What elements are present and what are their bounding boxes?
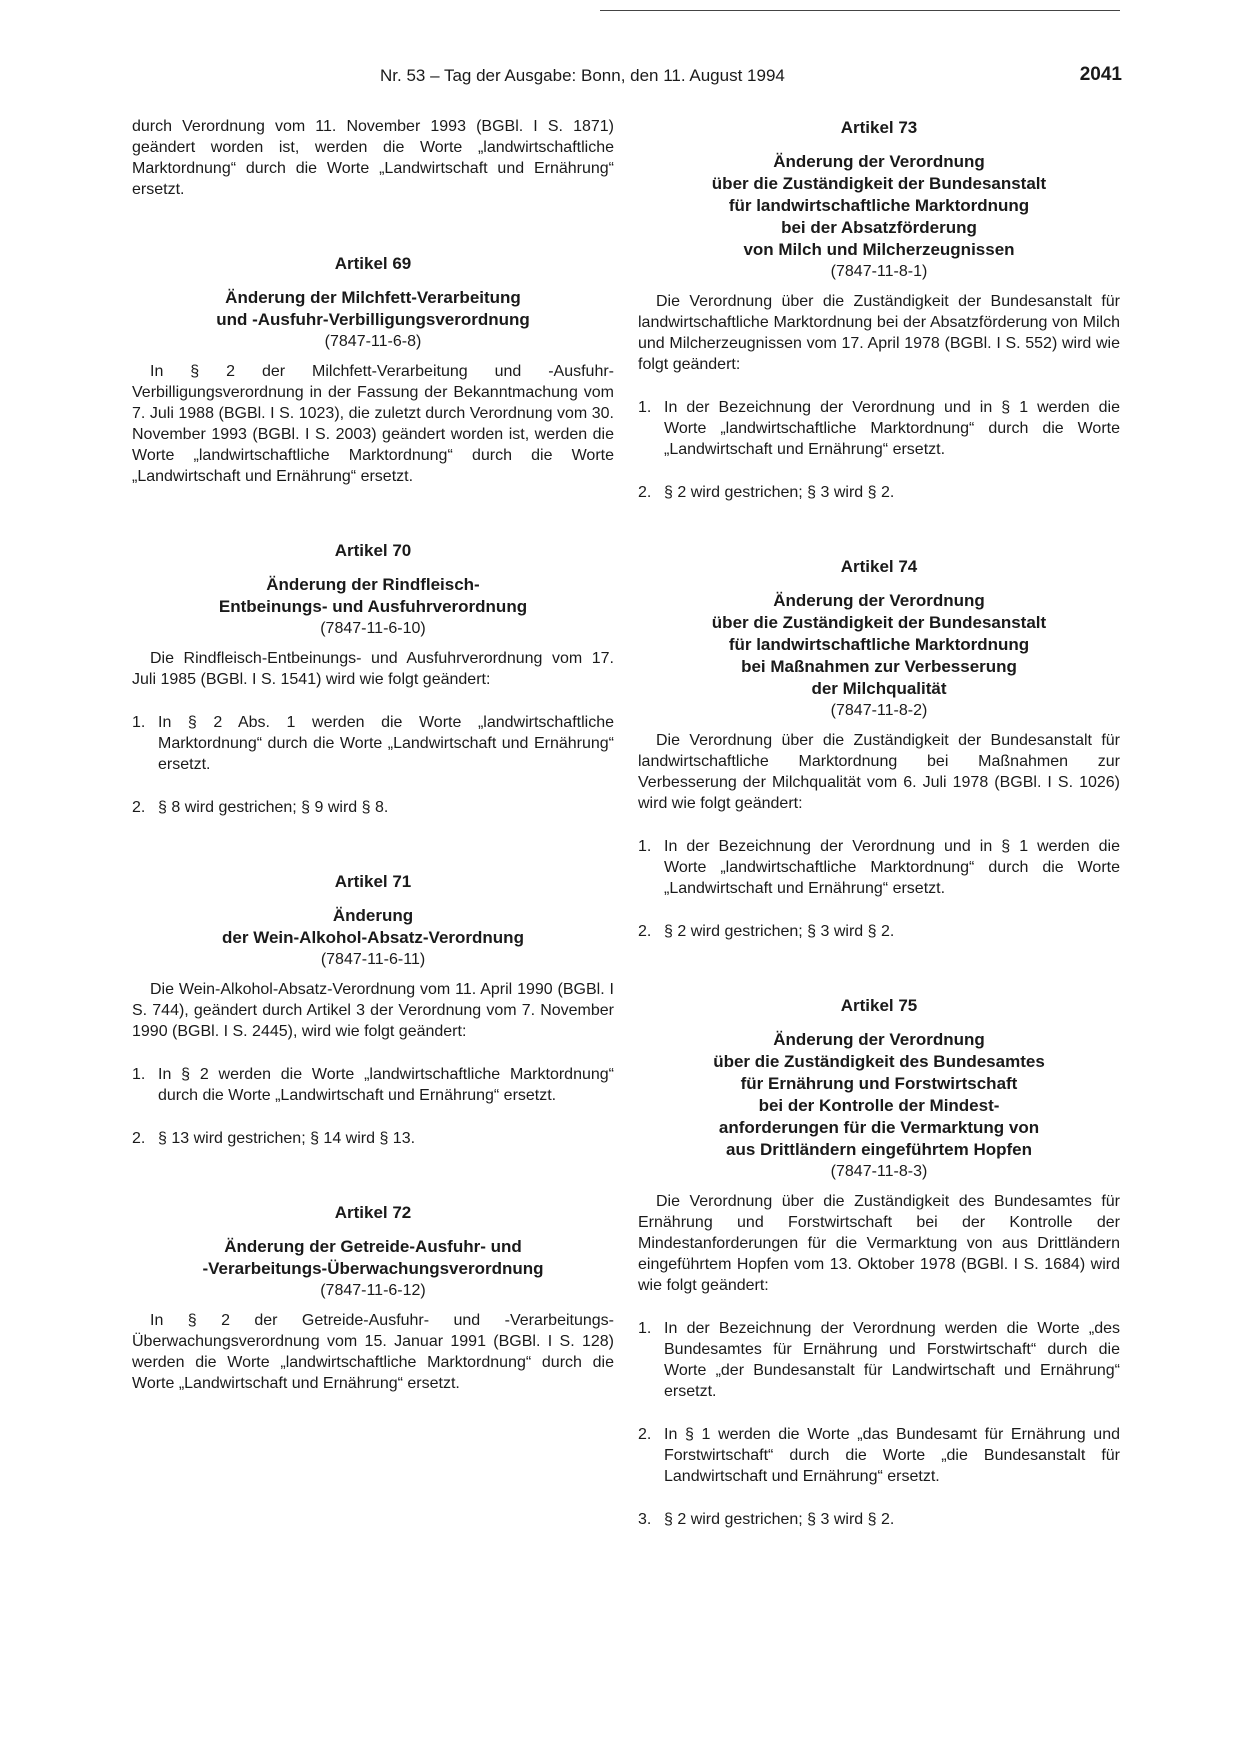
- left-column: [132, 116, 614, 1394]
- article-item-list: [638, 1318, 1120, 1530]
- item-number: 2.: [132, 1130, 146, 1147]
- article-body: Die Verordnung über die Zuständigkeit des Bundesamtes für Ernährung und Forstwirtschaft bei der Kontrolle der Mindestanforderungen für die Vermarktung von aus Drittländern eingeführtem Hopfen vom 13. Oktober 1978 (BGBl. I S. 1684) wird wie folgt geändert:: [638, 1193, 1120, 1294]
- article-body: Die Rindfleisch-Entbeinungs- und Ausfuhrverordnung vom 17. Juli 1985 (BGBl. I S. 1541) wird wie folgt geändert:: [132, 650, 614, 688]
- article-title-line: der Milchqualität: [811, 679, 947, 698]
- article-code: (7847-11-8-3): [830, 1163, 928, 1180]
- item-text: § 13 wird gestrichen; § 14 wird § 13.: [158, 1130, 416, 1147]
- list-item: [638, 1318, 1120, 1402]
- item-text: In § 2 werden die Worte „landwirtschaftliche Marktordnung“ durch die Worte „Landwirtschaft und Ernährung“ ersetzt.: [158, 1066, 614, 1104]
- article-75: [638, 994, 1120, 1530]
- intro-paragraph: durch Verordnung vom 11. November 1993 (BGBl. I S. 1871) geändert worden ist, werden die Worte „landwirtschaftliche Marktordnung“ durch die Worte „Landwirtschaft und Ernährung“ ersetzt.: [132, 118, 614, 198]
- article-title-line: anforderungen für die Vermarktung von: [718, 1118, 1040, 1137]
- list-item: [638, 482, 1120, 503]
- article-73: [638, 116, 1120, 503]
- article-70: [132, 539, 614, 818]
- item-text: In der Bezeichnung der Verordnung und in § 1 werden die Worte „landwirtschaftliche Marktordnung“ durch die Worte „Landwirtschaft und Ernährung“ ersetzt.: [664, 838, 1120, 897]
- article-heading: Artikel 73: [840, 118, 918, 137]
- article-item-list: [638, 397, 1120, 503]
- item-number: 2.: [638, 1426, 652, 1443]
- list-item: [638, 397, 1120, 460]
- article-title-line: Änderung: [332, 906, 414, 925]
- article-title-line: über die Zuständigkeit der Bundesanstalt: [711, 613, 1047, 632]
- article-code: (7847-11-8-1): [830, 263, 928, 280]
- article-code: (7847-11-6-8): [324, 333, 422, 350]
- item-number: 2.: [638, 923, 652, 940]
- article-body: In § 2 der Milchfett-Verarbeitung und -Ausfuhr-Verbilligungsverordnung in der Fassung der Bekanntmachung vom 7. Juli 1988 (BGBl. I S. 1023), die zuletzt durch Verordnung vom 30. November 1993 (BGBl. I S. 2003) geändert worden ist, werden die Worte „landwirtschaftliche Marktordnung“ durch die Worte „Landwirtschaft und Ernährung“ ersetzt.: [132, 363, 614, 485]
- article-title-line: Änderung der Getreide-Ausfuhr- und: [224, 1237, 522, 1256]
- article-title-line: Änderung der Verordnung: [773, 591, 985, 610]
- article-title-line: für landwirtschaftliche Marktordnung: [728, 196, 1030, 215]
- article-title-line: und -Ausfuhr-Verbilligungsverordnung: [216, 310, 530, 329]
- article-title-line: bei der Absatzförderung: [781, 218, 977, 237]
- article-title-line: -Verarbeitungs-Überwachungsverordnung: [202, 1259, 544, 1278]
- article-heading: Artikel 71: [334, 872, 412, 891]
- item-text: In der Bezeichnung der Verordnung werden die Worte „des Bundesamtes für Ernährung und Forstwirtschaft“ durch die Worte „der Bundesanstalt für Landwirtschaft und Ernährung“ ersetzt.: [664, 1320, 1120, 1400]
- article-72: [132, 1201, 614, 1394]
- article-heading: Artikel 70: [334, 541, 412, 560]
- list-item: [132, 797, 614, 818]
- article-heading: Artikel 72: [334, 1203, 412, 1222]
- item-text: In der Bezeichnung der Verordnung und in § 1 werden die Worte „landwirtschaftliche Marktordnung“ durch die Worte „Landwirtschaft und Ernährung“ ersetzt.: [664, 399, 1120, 458]
- article-title-line: Änderung der Verordnung: [773, 1030, 985, 1049]
- list-item: [132, 712, 614, 775]
- header-issue-text: Nr. 53 – Tag der Ausgabe: Bonn, den 11. August 1994: [380, 66, 785, 85]
- article-heading: Artikel 69: [334, 254, 412, 273]
- article-title-line: über die Zuständigkeit der Bundesanstalt: [711, 174, 1047, 193]
- article-title-line: Änderung der Verordnung: [773, 152, 985, 171]
- article-69: [132, 252, 614, 487]
- item-number: 1.: [132, 1066, 146, 1083]
- list-item: [638, 1509, 1120, 1530]
- item-text: § 8 wird gestrichen; § 9 wird § 8.: [158, 799, 389, 816]
- item-number: 1.: [132, 714, 146, 731]
- article-title-line: bei Maßnahmen zur Verbesserung: [741, 657, 1017, 676]
- item-number: 2.: [638, 484, 652, 501]
- article-title-line: der Wein-Alkohol-Absatz-Verordnung: [222, 928, 524, 947]
- item-text: In § 1 werden die Worte „das Bundesamt für Ernährung und Forstwirtschaft“ durch die Worte „die Bundesanstalt für Landwirtschaft und Ernährung“ ersetzt.: [664, 1426, 1120, 1485]
- item-text: § 2 wird gestrichen; § 3 wird § 2.: [664, 923, 895, 940]
- article-body: Die Verordnung über die Zuständigkeit der Bundesanstalt für landwirtschaftliche Marktordnung bei Maßnahmen zur Verbesserung der Milchqualität vom 6. Juli 1978 (BGBl. I S. 1026) wird wie folgt geändert:: [638, 732, 1120, 812]
- article-title-line: Änderung der Rindfleisch-: [266, 575, 480, 594]
- article-title-line: für Ernährung und Forstwirtschaft: [740, 1074, 1018, 1093]
- article-title-line: über die Zuständigkeit des Bundesamtes: [713, 1052, 1045, 1071]
- page-header: [0, 66, 1243, 90]
- list-item: [132, 1064, 614, 1106]
- top-rule: [600, 10, 1120, 11]
- item-number: 3.: [638, 1511, 652, 1528]
- item-number: 1.: [638, 1320, 652, 1337]
- article-body: In § 2 der Getreide-Ausfuhr- und -Verarbeitungs-Überwachungsverordnung vom 15. Januar 1991 (BGBl. I S. 128) werden die Worte „landwirtschaftliche Marktordnung“ durch die Worte „Landwirtschaft und Ernährung“ ersetzt.: [132, 1312, 614, 1392]
- item-text: § 2 wird gestrichen; § 3 wird § 2.: [664, 484, 895, 501]
- article-71: [132, 870, 614, 1149]
- item-text: In § 2 Abs. 1 werden die Worte „landwirtschaftliche Marktordnung“ durch die Worte „Landwirtschaft und Ernährung“ ersetzt.: [158, 714, 614, 773]
- list-item: [132, 1128, 614, 1149]
- item-number: 1.: [638, 399, 652, 416]
- article-item-list: [638, 836, 1120, 942]
- article-item-list: [132, 1064, 614, 1149]
- right-column: [638, 116, 1120, 1530]
- item-text: § 2 wird gestrichen; § 3 wird § 2.: [664, 1511, 895, 1528]
- article-title-line: aus Drittländern eingeführtem Hopfen: [725, 1140, 1033, 1159]
- item-number: 1.: [638, 838, 652, 855]
- article-title-line: von Milch und Milcherzeugnissen: [743, 240, 1015, 259]
- list-item: [638, 1424, 1120, 1487]
- article-body: Die Wein-Alkohol-Absatz-Verordnung vom 11. April 1990 (BGBl. I S. 744), geändert durch Artikel 3 der Verordnung vom 7. November 1990 (BGBl. I S. 2445), wird wie folgt geändert:: [132, 981, 614, 1040]
- article-code: (7847-11-8-2): [830, 702, 928, 719]
- page-number: 2041: [1079, 64, 1122, 85]
- list-item: [638, 836, 1120, 899]
- article-item-list: [132, 712, 614, 818]
- article-code: (7847-11-6-10): [320, 620, 426, 637]
- article-heading: Artikel 74: [840, 557, 918, 576]
- article-body: Die Verordnung über die Zuständigkeit der Bundesanstalt für landwirtschaftliche Marktordnung bei der Absatzförderung von Milch und Milcherzeugnissen vom 17. April 1978 (BGBl. I S. 552) wird wie folgt geändert:: [638, 293, 1120, 373]
- article-title-line: Entbeinungs- und Ausfuhrverordnung: [218, 597, 528, 616]
- article-code: (7847-11-6-12): [320, 1282, 426, 1299]
- article-heading: Artikel 75: [840, 996, 918, 1015]
- article-title-line: bei der Kontrolle der Mindest-: [758, 1096, 1000, 1115]
- item-number: 2.: [132, 799, 146, 816]
- article-code: (7847-11-6-11): [320, 951, 426, 968]
- article-title-line: Änderung der Milchfett-Verarbeitung: [225, 288, 521, 307]
- article-74: [638, 555, 1120, 942]
- article-title-line: für landwirtschaftliche Marktordnung: [728, 635, 1030, 654]
- list-item: [638, 921, 1120, 942]
